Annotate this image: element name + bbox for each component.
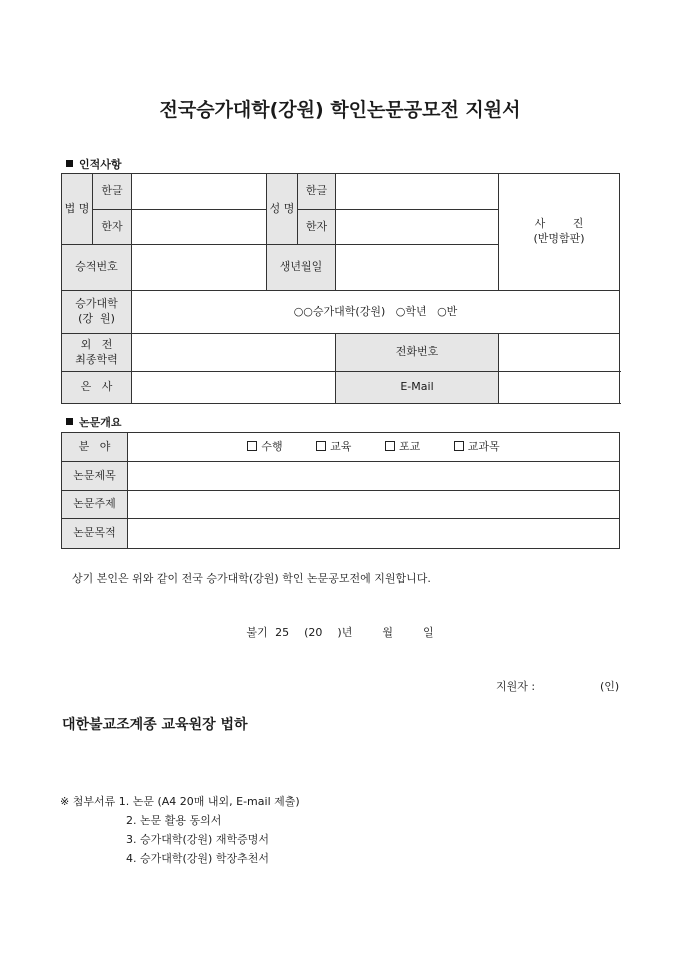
checkbox-icon[interactable] (454, 441, 464, 451)
thesis-topic-field[interactable] (128, 491, 620, 519)
applicant-label: 지원자 : (496, 680, 536, 693)
dharma-name-hanja-field[interactable] (132, 210, 267, 245)
personal-info-table (61, 173, 620, 404)
attachments-label: ※ 첨부서류 (60, 795, 116, 808)
dharma-name-hanja-label: 한자 (93, 210, 132, 245)
photo-label: 사 진 (534, 217, 596, 231)
ordination-number-label: 승적번호 (62, 245, 132, 291)
option-practice[interactable]: 수행 (247, 440, 282, 453)
square-bullet-icon (66, 160, 73, 167)
checkbox-icon[interactable] (247, 441, 257, 451)
thesis-title-label: 논문제목 (62, 462, 128, 491)
option-curriculum[interactable]: 교과목 (454, 440, 500, 453)
declaration-statement: 상기 본인은 위와 같이 전국 승가대학(강원) 학인 논문공모전에 지원합니다. (72, 572, 431, 585)
thesis-title-field[interactable] (128, 462, 620, 491)
page-title: 전국승가대학(강원) 학인논문공모전 지원서 (159, 99, 521, 121)
section-thesis-heading (66, 414, 122, 430)
photo-size-label: (반명함판) (533, 232, 585, 245)
birth-date-label: 생년월일 (267, 245, 336, 291)
education-field[interactable] (132, 334, 336, 372)
list-item: ※ 첨부서류 1. 논문 (A4 20매 내외, E-mail 제출) (60, 795, 300, 808)
list-item: 2. 논문 활용 동의서 (126, 814, 222, 827)
option-education[interactable]: 교육 (316, 440, 351, 453)
square-bullet-icon (66, 418, 73, 425)
section-thesis-label: 논문개요 (79, 416, 122, 429)
phone-field[interactable] (499, 334, 620, 372)
checkbox-icon[interactable] (385, 441, 395, 451)
email-field[interactable] (499, 372, 620, 404)
addressee: 대한불교조계종 교육원장 법하 (62, 717, 248, 733)
list-item: 3. 승가대학(강원) 재학증명서 (126, 833, 269, 846)
teacher-label: 은 사 (62, 372, 132, 404)
legal-name-hanja-field[interactable] (336, 210, 499, 245)
thesis-purpose-label: 논문목적 (62, 519, 128, 549)
birth-date-field[interactable] (336, 245, 499, 291)
phone-label: 전화번호 (336, 334, 499, 372)
field-label: 분 야 (62, 433, 128, 462)
email-label: E-Mail (336, 372, 499, 404)
seal-label: (인) (600, 680, 620, 693)
date-line: 불기 25 (20 )년 월 일 (246, 626, 434, 639)
photo-box[interactable] (499, 174, 620, 291)
thesis-topic-label: 논문주제 (62, 491, 128, 519)
list-item: 4. 승가대학(강원) 학장추천서 (126, 852, 269, 865)
field-options (128, 433, 620, 462)
legal-name-hangul-label: 한글 (298, 174, 336, 210)
college-label: 승가대학 (강 원) (62, 291, 132, 334)
legal-name-label: 성 명 (267, 174, 298, 245)
option-propagation[interactable]: 포교 (385, 440, 420, 453)
dharma-name-label: 법 명 (62, 174, 93, 245)
dharma-name-hangul-field[interactable] (132, 174, 267, 210)
legal-name-hanja-label: 한자 (298, 210, 336, 245)
dharma-name-hangul-label: 한글 (93, 174, 132, 210)
thesis-purpose-field[interactable] (128, 519, 620, 549)
legal-name-hangul-field[interactable] (336, 174, 499, 210)
section-personal-heading (66, 156, 122, 172)
checkbox-icon[interactable] (316, 441, 326, 451)
attachments-list (60, 792, 300, 868)
section-personal-label: 인적사항 (79, 158, 122, 171)
teacher-field[interactable] (132, 372, 336, 404)
thesis-table (61, 432, 620, 549)
ordination-number-field[interactable] (132, 245, 267, 291)
college-value[interactable]: ○○승가대학(강원) ○학년 ○반 (132, 291, 620, 334)
education-label: 외 전 최종학력 (62, 334, 132, 372)
applicant-line (496, 678, 620, 694)
